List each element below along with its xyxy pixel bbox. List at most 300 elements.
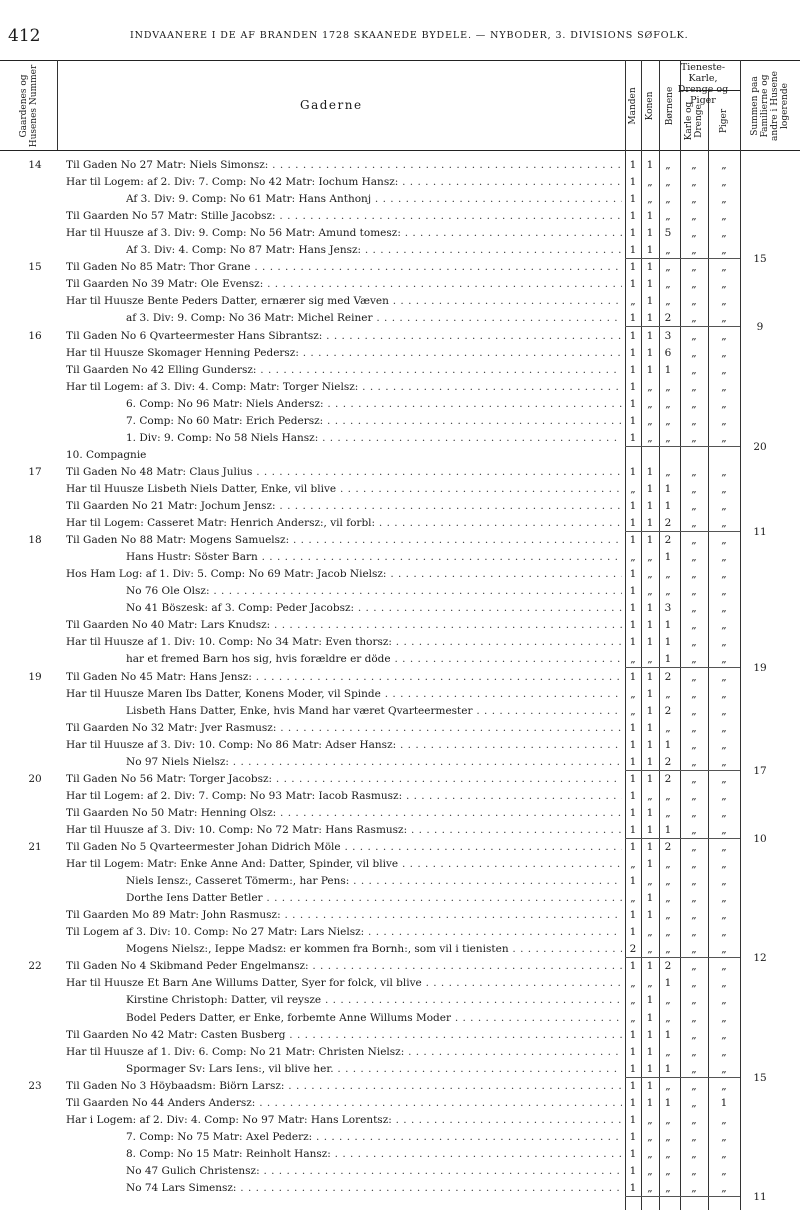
count-bornene: „ [665, 875, 671, 888]
count-konen: „ [647, 875, 653, 888]
count-konen: „ [647, 789, 653, 802]
count-piger: „ [721, 227, 727, 240]
count-piger: „ [721, 841, 727, 853]
count-konen: „ [647, 653, 653, 666]
household-sum: 15 [753, 1071, 767, 1084]
count-konen: 1 [646, 619, 654, 632]
count-konen: 1 [646, 465, 654, 478]
count-karle: „ [691, 551, 697, 564]
count-manden: 1 [629, 602, 637, 615]
count-karle: „ [691, 176, 697, 189]
table-row [0, 1010, 800, 1027]
count-konen: 1 [646, 772, 654, 785]
entry-text: Til Logem af 3. Div: 10. Comp: No 27 Matr: Lars Nielsz: . . . [66, 924, 622, 941]
count-konen: 1 [646, 721, 654, 734]
count-karle: „ [691, 926, 697, 939]
house-number: 18 [28, 534, 42, 547]
entry-text: No 47 Gulich Christensz: . . . [126, 1163, 622, 1180]
household-separator [625, 1196, 740, 1197]
count-piger: „ [721, 551, 727, 564]
count-piger: „ [721, 1028, 727, 1041]
count-karle: „ [691, 636, 697, 649]
count-bornene: 1 [664, 482, 672, 495]
count-karle: „ [691, 670, 697, 683]
count-piger: „ [721, 909, 727, 922]
count-piger: „ [721, 585, 727, 598]
count-manden: 1 [629, 841, 637, 853]
count-piger: „ [721, 1062, 727, 1075]
count-manden: 1 [629, 244, 637, 257]
header-karle: Karle og Drenge [684, 101, 704, 141]
household-sum: 12 [753, 952, 767, 965]
entry-text: Til Gaden No 6 Qvarteermester Hans Sibrantsz: . . . [66, 328, 622, 345]
count-bornene: 1 [664, 1096, 672, 1109]
table-row [0, 873, 800, 890]
count-piger: „ [721, 193, 727, 206]
house-number: 15 [28, 261, 42, 274]
entry-text: Til Gaden No 88 Matr: Mogens Samuelsz: . . . [66, 532, 622, 549]
count-bornene: „ [665, 1011, 671, 1024]
count-bornene: „ [665, 1045, 671, 1058]
count-karle: „ [691, 806, 697, 819]
count-bornene: „ [665, 943, 671, 956]
count-konen: 1 [646, 346, 654, 359]
count-karle: „ [691, 465, 697, 478]
count-karle: „ [691, 687, 697, 700]
table-row [0, 856, 800, 873]
count-bornene: 2 [664, 704, 672, 717]
table-row [0, 1146, 800, 1163]
count-karle: „ [691, 892, 697, 905]
count-bornene: 2 [664, 534, 672, 547]
household-sum: 19 [753, 662, 767, 675]
count-piger: „ [721, 960, 727, 973]
count-karle: „ [691, 517, 697, 530]
count-karle: „ [691, 380, 697, 393]
count-bornene: „ [665, 585, 671, 598]
entry-text: Til Gaden No 4 Skibmand Peder Engelmansz: . . . [66, 958, 622, 975]
count-bornene: „ [665, 397, 671, 410]
count-bornene: 1 [664, 551, 672, 564]
entry-text: No 76 Ole Olsz: . . . [126, 583, 622, 600]
table-row [0, 1078, 800, 1095]
entry-text: Til Gaden No 3 Höybaadsm: Biörn Larsz: . . . [66, 1078, 622, 1095]
count-manden: 2 [629, 943, 637, 956]
entry-text: No 74 Lars Simensz: . . . [126, 1180, 622, 1197]
entry-text: Til Gaarden No 40 Matr: Lars Knudsz: . . . [66, 617, 622, 634]
count-bornene: „ [665, 926, 671, 939]
entry-text: Til Gaarden No 50 Matr: Henning Olsz: . . . [66, 805, 622, 822]
count-piger: „ [721, 1113, 727, 1126]
count-karle: „ [691, 841, 697, 853]
count-piger: „ [721, 858, 727, 871]
count-konen: 1 [646, 261, 654, 274]
entry-text: Til Gaarden No 44 Anders Andersz: . . . [66, 1095, 622, 1112]
count-manden: 1 [629, 1096, 637, 1109]
table-row [0, 532, 800, 549]
house-number: 14 [28, 159, 42, 171]
table-row [0, 703, 800, 720]
table-row [0, 191, 800, 208]
count-piger: „ [721, 926, 727, 939]
count-manden: „ [630, 977, 636, 990]
count-bornene: „ [665, 1164, 671, 1177]
entry-text: Til Gaden No 85 Matr: Thor Grane . . . [66, 259, 622, 276]
count-konen: 1 [646, 1079, 654, 1092]
count-manden: 1 [629, 193, 637, 206]
table-row [0, 924, 800, 941]
count-konen: 1 [646, 841, 654, 853]
count-manden: „ [630, 653, 636, 666]
count-manden: 1 [629, 534, 637, 547]
count-karle: „ [691, 994, 697, 1007]
count-konen: 1 [646, 159, 654, 171]
count-bornene: „ [665, 721, 671, 734]
count-manden: 1 [629, 823, 637, 836]
count-piger: „ [721, 1182, 727, 1194]
entry-text: Har til Huusze af 1. Div: 10. Comp: No 34 Matr: Even thorsz: . . . [66, 634, 622, 651]
count-bornene: „ [665, 994, 671, 1007]
table-row [0, 328, 800, 345]
count-bornene: 1 [664, 653, 672, 666]
count-bornene: „ [665, 687, 671, 700]
count-karle: „ [691, 721, 697, 734]
house-number: 16 [28, 329, 42, 342]
count-piger: „ [721, 875, 727, 888]
count-konen: 1 [646, 858, 654, 871]
entry-text: Har til Huusze af 3. Div: 10. Comp: No 72 Matr: Hans Rasmusz: . . . [66, 822, 622, 839]
count-konen: „ [647, 414, 653, 427]
entry-text: Af 3. Div: 9. Comp: No 61 Matr: Hans Anthonj . . . [126, 191, 622, 208]
entry-text: Har til Logem: af 2. Div: 7. Comp: No 42 Matr: Iochum Hansz: . . . [66, 174, 622, 191]
house-number: 19 [28, 670, 42, 683]
table-row [0, 208, 800, 225]
count-karle: „ [691, 159, 697, 171]
table-row [0, 498, 800, 515]
count-piger: „ [721, 670, 727, 683]
entry-text: 1. Div: 9. Comp: No 58 Niels Hansz: . . . [126, 430, 622, 447]
header-konen: Konen [645, 91, 655, 121]
count-konen: 1 [646, 1096, 654, 1109]
table-row [0, 1129, 800, 1146]
household-sum: 11 [753, 1191, 767, 1203]
header-manden: Manden [628, 87, 638, 125]
count-konen: 1 [646, 244, 654, 257]
entry-text: Til Gaarden No 32 Matr: Jver Rasmusz: . . . [66, 720, 622, 737]
count-manden: 1 [629, 414, 637, 427]
count-manden: 1 [629, 261, 637, 274]
count-bornene: 2 [664, 960, 672, 973]
count-karle: „ [691, 244, 697, 257]
count-manden: „ [630, 551, 636, 564]
table-row [0, 1044, 800, 1061]
count-konen: 1 [646, 909, 654, 922]
table-row [0, 669, 800, 686]
table-row [0, 293, 800, 310]
table-row [0, 617, 800, 634]
count-piger: „ [721, 397, 727, 410]
count-manden: „ [630, 994, 636, 1007]
count-konen: „ [647, 926, 653, 939]
entry-text: 7. Comp: No 60 Matr: Erich Pedersz: . . . [126, 413, 622, 430]
table-row [0, 242, 800, 266]
entry-text: Har til Huusze Lisbeth Niels Datter, Enke, vil blive . . . [66, 481, 622, 498]
count-piger: „ [721, 329, 727, 342]
count-manden: 1 [629, 500, 637, 512]
table-row [0, 754, 800, 777]
count-piger: „ [721, 602, 727, 615]
house-number: 22 [28, 960, 42, 973]
count-manden: 1 [629, 670, 637, 683]
count-piger: „ [721, 517, 727, 530]
table-row [0, 379, 800, 396]
count-konen: „ [647, 380, 653, 393]
count-bornene: 1 [664, 1062, 672, 1075]
count-konen: „ [647, 1182, 653, 1194]
count-karle: „ [691, 329, 697, 342]
household-sum: 9 [756, 321, 764, 334]
count-konen: 1 [646, 806, 654, 819]
count-konen: „ [647, 977, 653, 990]
entry-text: Har til Huusze Maren Ibs Datter, Konens Moder, vil Spinde . . . [66, 686, 622, 703]
count-piger: „ [721, 994, 727, 1007]
table-row [0, 515, 800, 539]
count-bornene: „ [665, 892, 671, 905]
count-manden: 1 [629, 380, 637, 393]
count-bornene: „ [665, 159, 671, 171]
count-piger: „ [721, 482, 727, 495]
count-karle: „ [691, 261, 697, 274]
entry-text: Til Gaden No 48 Matr: Claus Julius . . . [66, 464, 622, 481]
count-manden: 1 [629, 960, 637, 973]
count-konen: 1 [646, 227, 654, 240]
table-row [0, 276, 800, 293]
count-manden: 1 [629, 585, 637, 598]
count-konen: 1 [646, 892, 654, 905]
count-piger: „ [721, 465, 727, 478]
count-bornene: „ [665, 1079, 671, 1092]
table-row [0, 413, 800, 430]
count-konen: 1 [646, 602, 654, 615]
count-karle: „ [691, 482, 697, 495]
count-konen: 1 [646, 1045, 654, 1058]
table-row [0, 941, 800, 965]
count-bornene: „ [665, 858, 671, 871]
entry-text: Har til Logem: af 2. Div: 7. Comp: No 93 Matr: Iacob Rasmusz: . . . [66, 788, 622, 805]
count-manden: 1 [629, 1062, 637, 1075]
count-karle: „ [691, 772, 697, 785]
count-konen: 1 [646, 295, 654, 308]
count-bornene: 3 [664, 602, 672, 615]
entry-text: Har til Huusze Et Barn Ane Willums Datter, Syer for folck, vil blive . . . [66, 975, 622, 992]
count-bornene: 1 [664, 1028, 672, 1041]
entry-text: 10. Compagnie [66, 448, 147, 461]
count-karle: „ [691, 1045, 697, 1058]
count-bornene: 1 [664, 636, 672, 649]
entry-text: Bodel Peders Datter, er Enke, forbemte Anne Willums Moder . . . [126, 1010, 622, 1027]
count-manden: 1 [629, 1164, 637, 1177]
count-piger: „ [721, 823, 727, 836]
header-piger: Piger [719, 108, 729, 134]
count-bornene: 2 [664, 670, 672, 683]
count-konen: 1 [646, 312, 654, 325]
entry-text: Har til Huusze Bente Peders Datter, ernærer sig med Væven . . . [66, 293, 622, 310]
count-manden: 1 [629, 926, 637, 939]
count-manden: 1 [629, 1182, 637, 1194]
count-manden: 1 [629, 619, 637, 632]
count-bornene: 2 [664, 772, 672, 785]
count-manden: „ [630, 704, 636, 717]
count-piger: „ [721, 755, 727, 768]
count-piger: „ [721, 977, 727, 990]
count-piger: „ [721, 738, 727, 751]
count-manden: 1 [629, 465, 637, 478]
count-karle: „ [691, 278, 697, 291]
entry-text: Har til Huusze Skomager Henning Pedersz: . . . [66, 345, 622, 362]
count-piger: „ [721, 619, 727, 632]
count-karle: „ [691, 755, 697, 768]
count-piger: „ [721, 363, 727, 376]
count-piger: „ [721, 534, 727, 547]
entry-text: Dorthe Iens Datter Betler . . . [126, 890, 622, 907]
count-karle: „ [691, 1130, 697, 1143]
table-row [0, 686, 800, 703]
count-karle: „ [691, 602, 697, 615]
count-konen: „ [647, 431, 653, 444]
count-konen: 1 [646, 1028, 654, 1041]
count-karle: „ [691, 653, 697, 666]
entry-text: No 41 Böszesk: af 3. Comp: Peder Jacobsz: . . . [126, 600, 622, 617]
table-row [0, 225, 800, 242]
count-bornene: 1 [664, 738, 672, 751]
count-bornene: „ [665, 278, 671, 291]
count-piger: „ [721, 806, 727, 819]
count-manden: 1 [629, 176, 637, 189]
table-row [0, 600, 800, 617]
entry-text: Har i Logem: af 2. Div: 4. Comp: No 97 Matr: Hans Lorentsz: . . . [66, 1112, 622, 1129]
count-piger: „ [721, 159, 727, 171]
count-konen: „ [647, 176, 653, 189]
entry-text: Til Gaden No 27 Matr: Niels Simonsz: . . . [66, 157, 622, 174]
count-karle: „ [691, 943, 697, 956]
count-manden: 1 [629, 278, 637, 291]
count-bornene: 2 [664, 517, 672, 530]
count-bornene: „ [665, 210, 671, 223]
count-karle: „ [691, 960, 697, 973]
count-konen: 1 [646, 738, 654, 751]
table-row [0, 396, 800, 413]
count-karle: „ [691, 1062, 697, 1075]
count-karle: „ [691, 1079, 697, 1092]
page-number: 412 [8, 26, 41, 46]
count-manden: 1 [629, 210, 637, 223]
count-konen: „ [647, 397, 653, 410]
table-row [0, 805, 800, 822]
count-konen: 1 [646, 1062, 654, 1075]
count-piger: „ [721, 892, 727, 905]
count-karle: „ [691, 619, 697, 632]
count-bornene: „ [665, 568, 671, 581]
count-piger: „ [721, 176, 727, 189]
count-piger: „ [721, 414, 727, 427]
count-karle: „ [691, 875, 697, 888]
count-karle: „ [691, 704, 697, 717]
entry-text: Spormager Sv: Lars Iens:, vil blive her. . . . [126, 1061, 622, 1078]
count-konen: 1 [646, 500, 654, 512]
table-row [0, 345, 800, 362]
table-row [0, 430, 800, 453]
count-karle: „ [691, 414, 697, 427]
count-piger: „ [721, 380, 727, 393]
table-row [0, 975, 800, 992]
count-bornene: „ [665, 1147, 671, 1160]
count-konen: 1 [646, 755, 654, 768]
count-karle: „ [691, 312, 697, 325]
count-piger: „ [721, 1079, 727, 1092]
entry-text: Har til Logem: af 3. Div: 4. Comp: Matr: Torger Nielsz: . . . [66, 379, 622, 396]
count-piger: „ [721, 431, 727, 444]
count-manden: 1 [629, 909, 637, 922]
count-karle: „ [691, 823, 697, 836]
count-bornene: 3 [664, 329, 672, 342]
count-bornene: „ [665, 465, 671, 478]
count-manden: 1 [629, 397, 637, 410]
count-manden: 1 [629, 568, 637, 581]
count-karle: „ [691, 227, 697, 240]
count-manden: 1 [629, 738, 637, 751]
count-bornene: 6 [664, 346, 672, 359]
count-bornene: „ [665, 244, 671, 257]
count-bornene: „ [665, 1130, 671, 1143]
table-row [0, 907, 800, 924]
table-row [0, 992, 800, 1009]
count-konen: „ [647, 1147, 653, 1160]
entry-text: No 97 Niels Nielsz: . . . [126, 754, 622, 771]
count-bornene: 1 [664, 619, 672, 632]
count-konen: „ [647, 1164, 653, 1177]
entry-text: Til Gaden No 45 Matr: Hans Jensz: . . . [66, 669, 622, 686]
count-piger: „ [721, 295, 727, 308]
entry-text: 8. Comp: No 15 Matr: Reinholt Hansz: . . . [126, 1146, 622, 1163]
count-konen: „ [647, 585, 653, 598]
header-col-number: Gaardenes og Husenes Nummer [19, 64, 39, 148]
count-manden: 1 [629, 159, 637, 171]
entry-text: Til Gaarden No 42 Elling Gundersz: . . . [66, 362, 622, 379]
count-konen: 1 [646, 994, 654, 1007]
table-row [0, 839, 800, 856]
count-piger: „ [721, 687, 727, 700]
count-karle: „ [691, 858, 697, 871]
count-bornene: 2 [664, 312, 672, 325]
table-row [0, 771, 800, 788]
count-piger: „ [721, 1045, 727, 1058]
count-bornene: „ [665, 193, 671, 206]
count-konen: 1 [646, 823, 654, 836]
count-karle: „ [691, 1182, 697, 1194]
count-manden: 1 [629, 806, 637, 819]
count-manden: 1 [629, 636, 637, 649]
entry-text: Har til Huusze af 3. Div: 9. Comp: No 56 Matr: Amund tomesz: . . . [66, 225, 622, 242]
entry-text: af 3. Div: 9. Comp: No 36 Matr: Michel Reiner . . . [126, 310, 622, 327]
count-manden: „ [630, 482, 636, 495]
count-manden: 1 [629, 1130, 637, 1143]
table-row [0, 1095, 800, 1112]
count-manden: „ [630, 1011, 636, 1024]
count-manden: 1 [629, 1147, 637, 1160]
entry-text: Til Gaarden No 39 Matr: Ole Evensz: . . . [66, 276, 622, 293]
count-konen: 1 [646, 482, 654, 495]
count-karle: „ [691, 1096, 697, 1109]
